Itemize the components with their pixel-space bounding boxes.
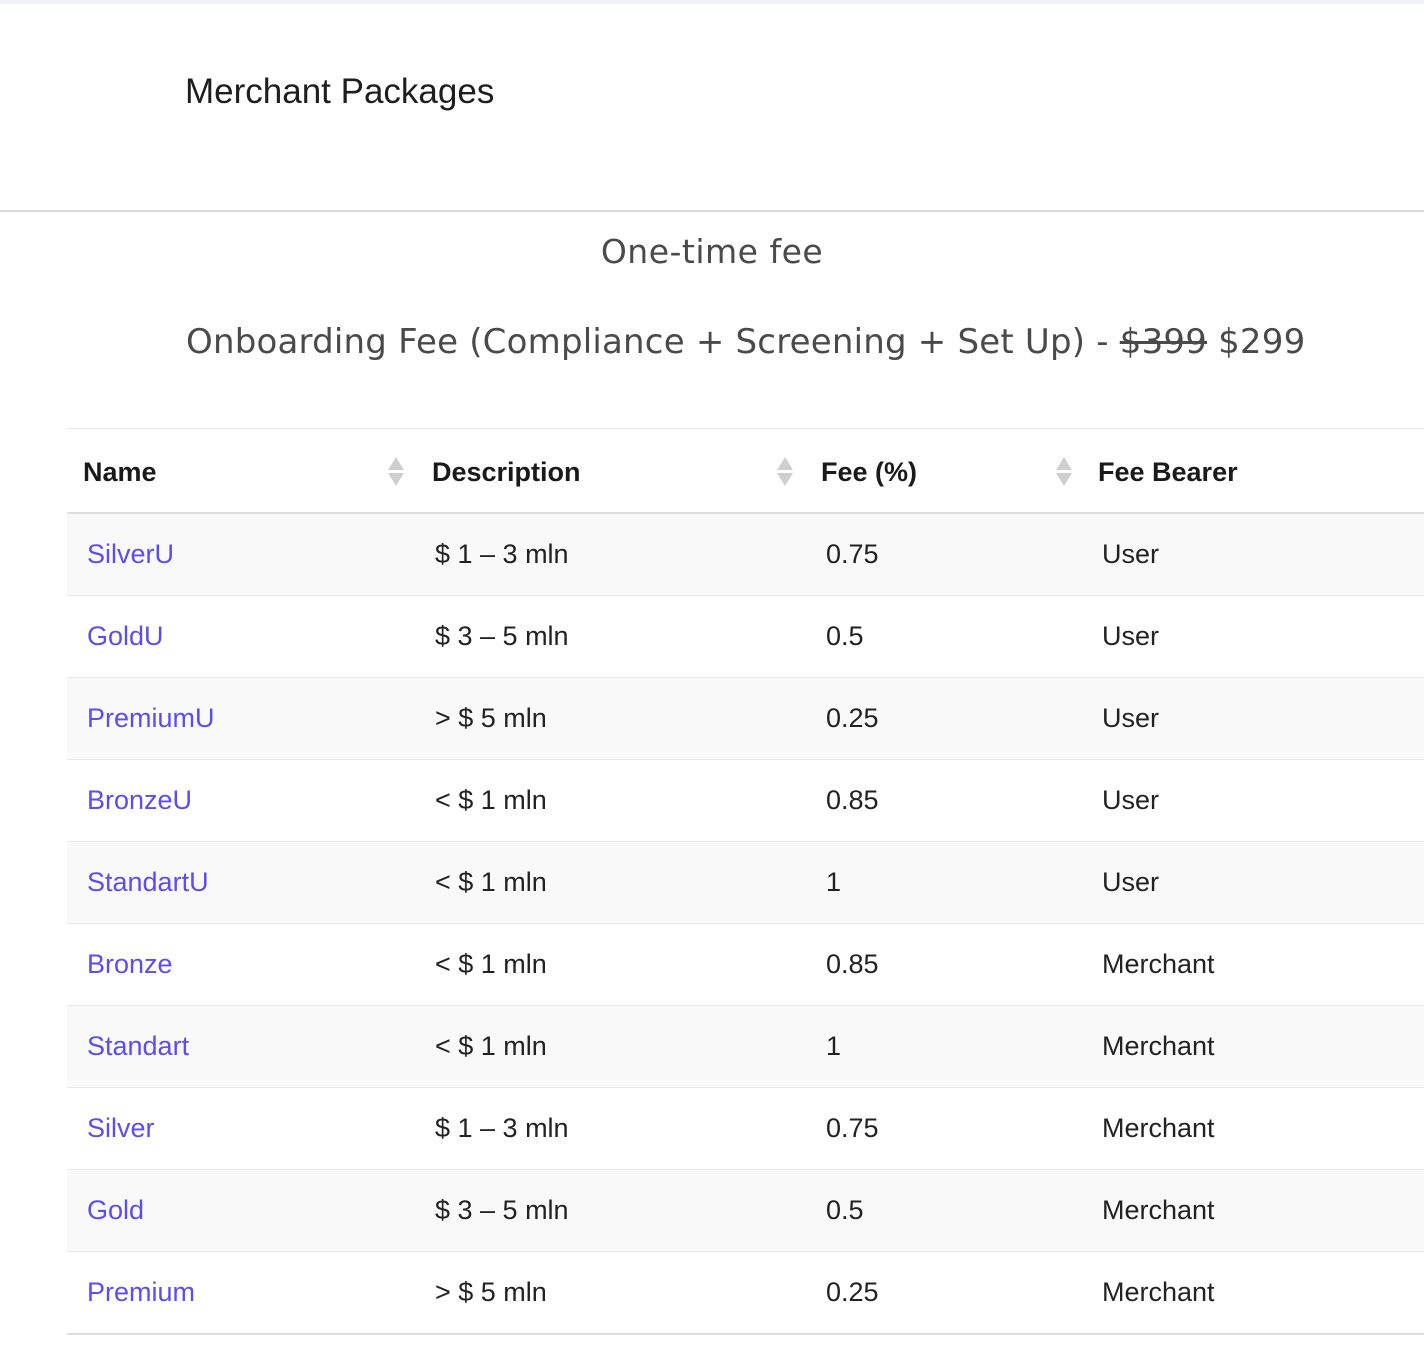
cell-name <box>67 1006 416 1088</box>
package-link[interactable]: SilverU <box>87 539 175 569</box>
description-text: $ 1 – 3 mln <box>435 1113 569 1143</box>
column-header-fee[interactable] <box>805 429 1082 514</box>
column-header-fee-bearer <box>1082 429 1424 514</box>
cell-fee <box>805 596 1082 678</box>
fee-bearer-text: User <box>1102 703 1160 733</box>
fee-text: 0.85 <box>826 949 879 979</box>
fee-bearer-text: Merchant <box>1102 1113 1215 1143</box>
column-header-name[interactable] <box>67 429 416 514</box>
cell-fee <box>805 1170 1082 1252</box>
fee-text: 0.25 <box>826 703 879 733</box>
cell-fee-bearer <box>1082 596 1424 678</box>
fee-text: 0.25 <box>826 1277 879 1307</box>
description-text: < $ 1 mln <box>435 1031 547 1061</box>
table-row <box>67 678 1424 760</box>
sort-icon[interactable] <box>1056 455 1070 489</box>
page-title: Merchant Packages <box>185 72 495 111</box>
cell-name <box>67 678 416 760</box>
cell-fee-bearer <box>1082 1006 1424 1088</box>
sort-icon[interactable] <box>388 455 402 489</box>
cell-description <box>416 1170 805 1252</box>
description-text: $ 3 – 5 mln <box>435 621 569 651</box>
cell-fee <box>805 924 1082 1006</box>
package-link[interactable]: Silver <box>87 1113 155 1143</box>
column-header-fee-bearer-label: Fee Bearer <box>1098 457 1238 487</box>
cell-description <box>416 1252 805 1335</box>
table-row <box>67 842 1424 924</box>
table-row <box>67 1170 1424 1252</box>
one-time-fee-heading: One-time fee <box>600 232 824 271</box>
package-link[interactable]: GoldU <box>87 621 164 651</box>
cell-name <box>67 1252 416 1335</box>
table-row <box>67 1252 1424 1335</box>
cell-name <box>67 513 416 596</box>
cell-fee-bearer <box>1082 1170 1424 1252</box>
table-row <box>67 1088 1424 1170</box>
table-row <box>67 760 1424 842</box>
column-header-name-label: Name <box>83 457 157 487</box>
cell-fee <box>805 760 1082 842</box>
cell-fee-bearer <box>1082 1088 1424 1170</box>
cell-description <box>416 842 805 924</box>
cell-description <box>416 760 805 842</box>
table-row <box>67 513 1424 596</box>
cell-fee <box>805 1088 1082 1170</box>
description-text: < $ 1 mln <box>435 949 547 979</box>
cell-name <box>67 924 416 1006</box>
cell-fee-bearer <box>1082 842 1424 924</box>
cell-description <box>416 596 805 678</box>
table-row <box>67 596 1424 678</box>
cell-fee <box>805 1006 1082 1088</box>
cell-description <box>416 924 805 1006</box>
fee-bearer-text: User <box>1102 621 1160 651</box>
package-link[interactable]: StandartU <box>87 867 209 897</box>
fee-bearer-text: Merchant <box>1102 1031 1215 1061</box>
onboarding-fee-line <box>186 322 1305 362</box>
fee-text: 0.75 <box>826 539 879 569</box>
description-text: < $ 1 mln <box>435 867 547 897</box>
cell-fee-bearer <box>1082 513 1424 596</box>
fee-bearer-text: User <box>1102 785 1160 815</box>
cell-fee-bearer <box>1082 924 1424 1006</box>
table-header-row <box>67 429 1424 514</box>
cell-fee <box>805 513 1082 596</box>
fee-bearer-text: Merchant <box>1102 1277 1215 1307</box>
onboarding-fee-label: Onboarding Fee (Compliance + Screening + Set Up) <box>186 322 1086 362</box>
fee-text: 0.75 <box>826 1113 879 1143</box>
cell-fee-bearer <box>1082 678 1424 760</box>
package-link[interactable]: Bronze <box>87 949 173 979</box>
cell-description <box>416 678 805 760</box>
fee-bearer-text: Merchant <box>1102 949 1215 979</box>
cell-fee-bearer <box>1082 1252 1424 1335</box>
cell-fee-bearer <box>1082 760 1424 842</box>
new-price: $299 <box>1218 322 1306 362</box>
description-text: $ 3 – 5 mln <box>435 1195 569 1225</box>
cell-fee <box>805 1252 1082 1335</box>
description-text: $ 1 – 3 mln <box>435 539 569 569</box>
fee-text: 1 <box>826 867 842 897</box>
table-row <box>67 1006 1424 1088</box>
cell-description <box>416 1088 805 1170</box>
table-row <box>67 924 1424 1006</box>
cell-fee <box>805 842 1082 924</box>
fee-bearer-text: Merchant <box>1102 1195 1215 1225</box>
cell-name <box>67 842 416 924</box>
fee-text: 1 <box>826 1031 842 1061</box>
cell-fee <box>805 678 1082 760</box>
page-header <box>0 4 1424 212</box>
column-header-fee-label: Fee (%) <box>821 457 918 487</box>
packages-table <box>67 428 1424 1335</box>
cell-name <box>67 1088 416 1170</box>
fee-text: 0.85 <box>826 785 879 815</box>
sort-icon[interactable] <box>777 455 791 489</box>
fee-text: 0.5 <box>826 621 864 651</box>
cell-description <box>416 513 805 596</box>
fee-bearer-text: User <box>1102 867 1160 897</box>
description-text: > $ 5 mln <box>435 1277 547 1307</box>
cell-description <box>416 1006 805 1088</box>
package-link[interactable]: Standart <box>87 1031 190 1061</box>
package-link[interactable]: Gold <box>87 1195 145 1225</box>
column-header-description[interactable] <box>416 429 805 514</box>
cell-name <box>67 596 416 678</box>
old-price: $399 <box>1119 322 1208 362</box>
package-link[interactable]: Premium <box>87 1277 196 1307</box>
fee-text: 0.5 <box>826 1195 864 1225</box>
fee-separator: - <box>1085 322 1120 362</box>
package-link[interactable]: BronzeU <box>87 785 193 815</box>
description-text: > $ 5 mln <box>435 703 547 733</box>
column-header-description-label: Description <box>432 457 581 487</box>
cell-name <box>67 760 416 842</box>
cell-name <box>67 1170 416 1252</box>
fee-bearer-text: User <box>1102 539 1160 569</box>
package-link[interactable]: PremiumU <box>87 703 215 733</box>
description-text: < $ 1 mln <box>435 785 547 815</box>
